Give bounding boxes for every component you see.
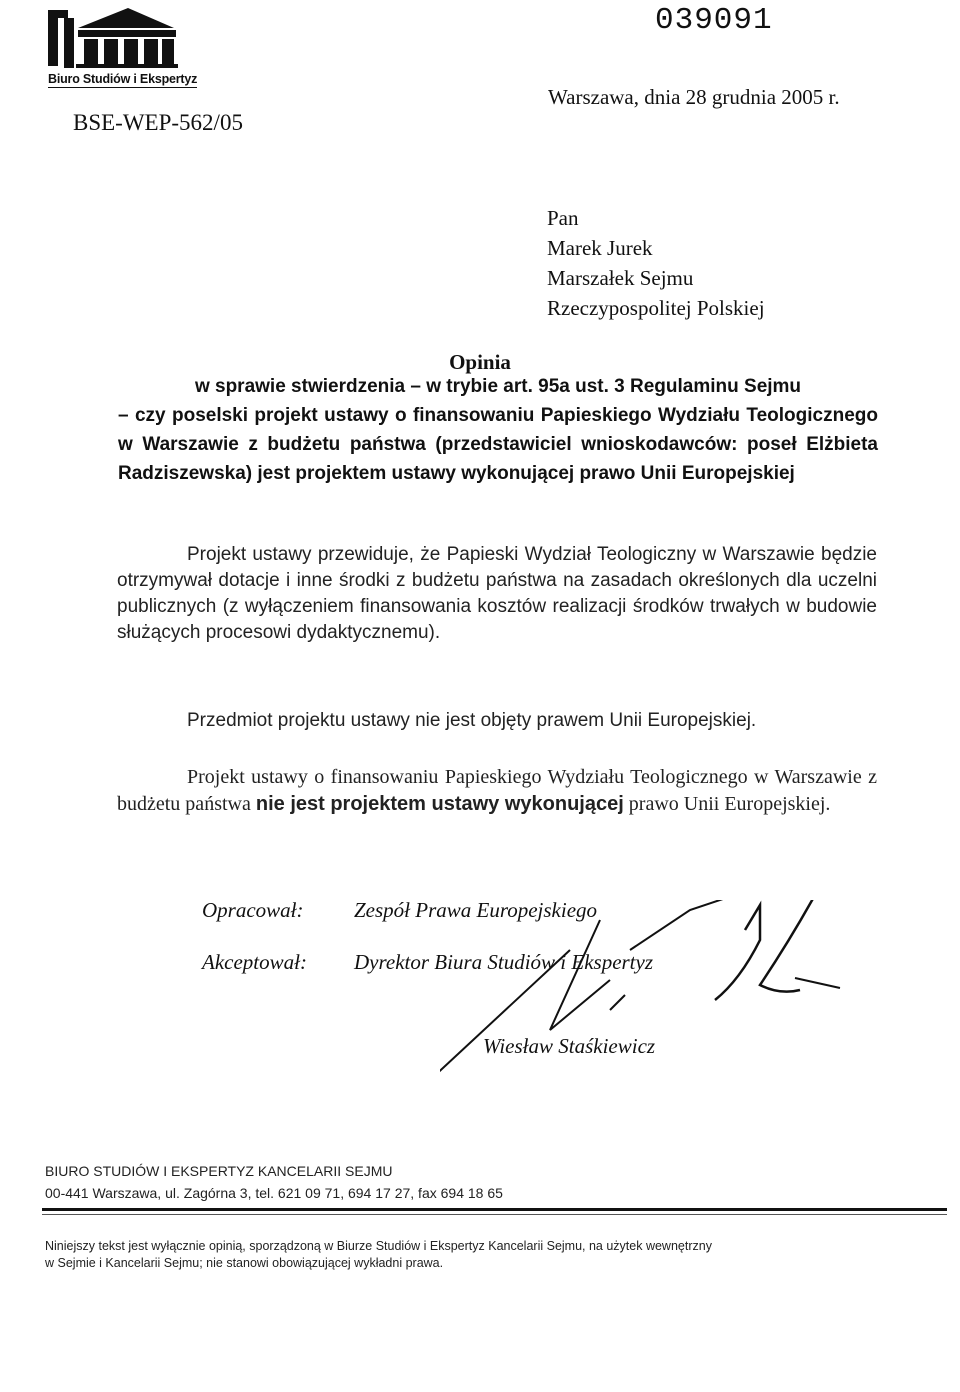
body-paragraph-3 [117, 764, 877, 818]
footer-divider-thin [42, 1214, 947, 1215]
paragraph-3-bold: nie jest projektem ustawy wykonującej [255, 793, 624, 815]
signatory-name: Wiesław Staśkiewicz [483, 1034, 656, 1058]
paragraph-3-end: prawo Unii Europejskiej. [623, 793, 831, 815]
disclaimer-line: Niniejszy tekst jest wyłącznie opinią, sporządzoną w Biurze Studiów i Ekspertyz Kancelarii Sejmu, na użytek wewnętrzny [45, 1239, 712, 1253]
addressee-block [547, 203, 765, 323]
accepted-label: Akceptował: [202, 950, 307, 974]
date-line: Warszawa, dnia 28 grudnia 2005 r. [548, 85, 840, 109]
opinion-subject [118, 372, 878, 488]
opinion-subject-rest: – czy poselski projekt ustawy o finansowaniu Papieskiego Wydziału Teologicznego w Warszawie z budżetu państwa (przedstawiciel wnioskodawców: poseł Elżbieta Radziszewska) jest projektem ustawy wykonującej prawo Unii Europejskiej [118, 405, 878, 484]
paragraph-3-start: Projekt ustawy o finansowaniu Papieskiego Wydziału Teologicznego w Warszawie z budżetu państwa [117, 766, 877, 815]
addressee-line: Marszałek Sejmu [547, 266, 694, 290]
addressee-line: Rzeczypospolitej Polskiej [547, 296, 765, 320]
opinion-subject-line: w sprawie stwierdzenia – w trybie art. 95a ust. 3 Regulaminu Sejmu [194, 376, 802, 397]
document-number: 039091 [655, 3, 773, 38]
reference-number: BSE-WEP-562/05 [73, 110, 243, 135]
body-paragraph-1: Projekt ustawy przewiduje, że Papieski Wydział Teologiczny w Warszawie będzie otrzymywał dotacje i inne środki z budżetu państwa na zasadach określonych dla uczelni publicznych (z wyłączeniem finansowania kosztów realizacji środków trwałych w budowie służących procesowi dydaktycznemu). [117, 544, 877, 643]
footer-org-name: BIURO STUDIÓW I EKSPERTYZ KANCELARII SEJMU [45, 1163, 393, 1179]
building-logo-icon [48, 6, 188, 68]
body-paragraph-2: Przedmiot projektu ustawy nie jest objęty prawem Unii Europejskiej. [187, 710, 757, 731]
prepared-by: Zespół Prawa Europejskiego [354, 898, 598, 922]
footer-organization [45, 1160, 503, 1204]
footer-address: 00-441 Warszawa, ul. Zagórna 3, tel. 621 09 71, 694 17 27, fax 694 18 65 [45, 1185, 503, 1201]
footer-disclaimer [45, 1238, 915, 1272]
opinion-title: Opinia [449, 350, 511, 374]
disclaimer-line: w Sejmie i Kancelarii Sejmu; nie stanowi obowiązującej wykładni prawa. [45, 1256, 444, 1270]
logo-text: Biuro Studiów i Ekspertyz [48, 72, 198, 86]
addressee-line: Marek Jurek [547, 236, 653, 260]
accepted-by: Dyrektor Biura Studiów i Ekspertyz [354, 950, 654, 974]
prepared-label: Opracował: [202, 898, 304, 922]
handwritten-signature [440, 900, 860, 1090]
footer-divider [42, 1208, 947, 1211]
addressee-line: Pan [547, 206, 579, 230]
logo [34, 6, 234, 92]
